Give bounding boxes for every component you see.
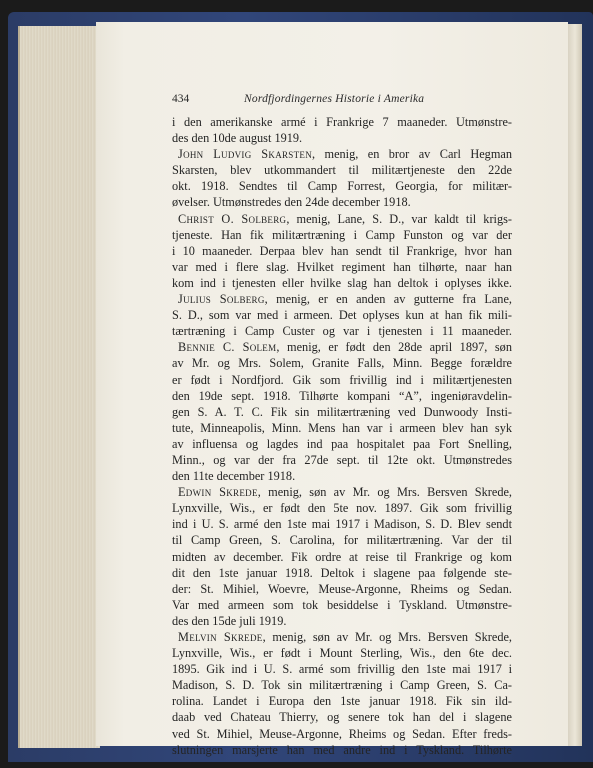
line-text: rolina. Landet i Europa den 1ste januar 1918. Fik sin ild- [172,694,512,709]
line-text: ved St. Mihiel, Meuse-Argonne, Rheims og Sedan. Efter freds- [172,726,512,741]
line-text: Lynxville, Wis., er født den 5te nov. 1897. Gik som frivillig [172,501,512,516]
text-line [172,516,512,532]
text-line [172,243,512,259]
text-line [172,726,512,742]
page-edge-right [568,24,582,746]
line-text: , menig, er født den 28de april 1897, søn [276,340,512,355]
line-text: Minn., og var der fra 27de sept. til 12te okt. Utmønstredes [172,452,512,467]
line-text: kom ind i tjenesten eller hvilke slag han deltok i oplyses ikke. [172,275,512,290]
text-line [172,581,512,597]
text-line [172,420,512,436]
text-line [172,178,512,194]
line-text: , menig, en bror av Carl Hegman [312,147,512,162]
text-line [172,259,512,275]
line-text: Madison, S. D. Tok sin militærtræning i Camp Green, S. Ca- [172,678,512,693]
person-name: Melvin Skrede [178,630,263,644]
line-text: den 11te december 1918. [172,469,296,484]
text-line [172,162,512,178]
text-line [172,693,512,709]
line-text: 1895. Gik ind i U. S. armé som frivillig den 1ste mai 1917 i [172,662,512,677]
text-line [172,677,512,693]
line-text: den 19de sept. 1918. Tilhørte kompani “A”, ingeniøravdelin- [172,388,512,403]
line-text: daab ved Chateau Thierry, og senere tok han del i slagene [172,710,512,725]
entry-first-line [172,211,512,227]
line-text: des den 15de juli 1919. [172,613,287,628]
entry-first-line [172,484,512,500]
line-text: var med i flere slag. Hvilket regiment han tilhørte, naar han [172,259,512,274]
line-text: av influensa og lagdes ind paa hospitalet paa Fort Snelling, [172,436,512,451]
text-line [172,500,512,516]
line-text: av Mr. og Mrs. Solem, Granite Falls, Minn. Begge forældre [172,356,512,371]
line-text: S. D., som var med i armeen. Det oplyses kun at han fik mili- [172,308,512,323]
entry-first-line [172,629,512,645]
line-text: slutningen marsjerte han med andre ind i Tyskland. Tilhørte [172,742,512,757]
line-text: tute, Minneapolis, Minn. Mens han var i armeen blev han syk [172,420,512,435]
text-line [172,468,512,484]
line-text: gen S. A. T. C. Fik sin militærtræning ved Dunwoody Insti- [172,404,512,419]
line-text: , menig, Lane, S. D., var kaldt til krigs- [286,211,512,226]
text-line [172,323,512,339]
person-name: John Ludvig Skarsten [178,147,312,162]
line-text: dit den 1ste januar 1918. Deltok i slagene paa følgende ste- [172,565,512,580]
page-edges [18,26,100,748]
text-line [172,114,512,130]
text-line [172,661,512,677]
person-name: Christ O. Solberg [178,211,287,226]
person-name: Edwin Skrede [178,485,258,500]
text-line [172,742,512,758]
entry-first-line [172,146,512,162]
line-text: tærtræning i Camp Custer og var i tjenesten i 11 maaneder. [172,324,512,339]
text-line [172,355,512,371]
line-text: , menig, søn av Mr. og Mrs. Bersven Skrede, [262,630,512,644]
text-line [172,130,512,146]
line-text: i den amerikanske armé i Frankrige 7 maaneder. Utmønstre- [172,115,512,129]
line-text: , menig, søn av Mr. og Mrs. Bersven Skrede, [257,485,512,500]
line-text: tjeneste. Han fik militærtræning i Camp Funston og var der [172,227,512,242]
text-line [172,613,512,629]
text-line [172,565,512,581]
text-line [172,452,512,468]
page-number: 434 [172,93,190,105]
text-line [172,709,512,725]
text-line [172,388,512,404]
running-title: Nordfjordingernes Historie i Amerika [244,93,425,105]
line-text: Lynxville, Wis., er født i Mount Sterling, Wis., den 6te dec. [172,646,512,661]
text-line [172,372,512,388]
text-line [172,532,512,548]
line-text: til Camp Green, S. Carolina, for militærtræning. Var der til [172,533,512,548]
line-text: i 10 maaneder. Derpaa blev han sendt til Frankrige, hvor han [172,243,512,258]
line-text: der: St. Mihiel, Woevre, Meuse-Argonne, Rheims og Sedan. [172,581,512,596]
text-line [172,404,512,420]
text-line [172,597,512,613]
text-line [172,194,512,210]
line-text: okt. 1918. Sendtes til Camp Forrest, Georgia, for militær- [172,179,512,194]
line-text: midten av december. Fik ordre at reise til Frankrige og kom [172,549,512,564]
text-line [172,275,512,291]
line-text: Skarsten, blev utkommandert til militærtjeneste den 22de [172,163,512,178]
entry-first-line [172,291,512,307]
line-text: ind i U. S. armé den 1ste mai 1917 i Madison, S. D. Blev sendt [172,517,512,532]
body-text [172,114,512,758]
text-line [172,549,512,565]
person-name: Julius Solberg [178,292,265,307]
text-line [172,645,512,661]
line-text: , menig, er en anden av gutterne fra Lane, [264,292,512,307]
text-line [172,227,512,243]
line-text: Var med armeen som tok besiddelse i Tyskland. Utmønstre- [172,597,512,612]
line-text: des den 10de august 1919. [172,131,303,146]
person-name: Bennie C. Solem [178,340,277,355]
line-text: øvelser. Utmønstredes den 24de december 1918. [172,195,411,210]
line-text: er født i Nordfjord. Gik som frivillig ind i militærtjenesten [172,372,512,387]
text-line [172,307,512,323]
entry-first-line [172,339,512,355]
text-line [172,436,512,452]
